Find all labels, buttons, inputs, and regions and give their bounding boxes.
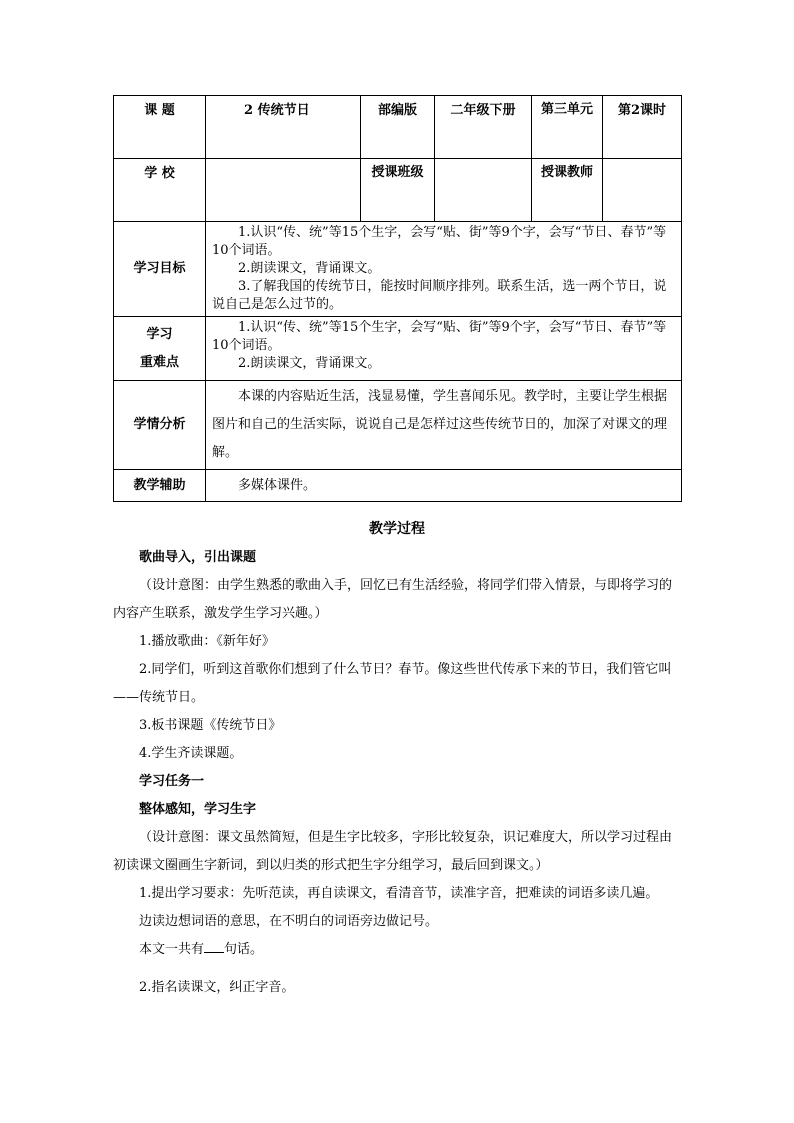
- teacher-value: [603, 159, 682, 222]
- task1-heading: 学习任务一: [139, 774, 205, 789]
- focus-label-line2: 重难点: [139, 354, 179, 370]
- process-title: 教学过程: [369, 521, 425, 537]
- grade: 二年级下册: [435, 96, 532, 159]
- goals-cell: [206, 222, 682, 317]
- focus-item: 2.朗读课文，背诵课文。: [238, 356, 381, 371]
- unit: 第三单元: [532, 96, 603, 159]
- class-value: [435, 159, 532, 222]
- lesson: 第2课时: [603, 96, 682, 159]
- task1-note-2: [113, 936, 681, 964]
- lesson-info-table: [113, 95, 682, 502]
- task1-step-1: 1.提出学习要求：先听范读，再自读课文，看清音节，读准字音，把难读的词语多读几遍。: [139, 886, 659, 901]
- class-label: 授课班级: [361, 159, 435, 222]
- intro-design: （设计意图：由学生熟悉的歌曲入手，回忆已有生活经验，将同学们带入情景，与即将学习的内容产生联系，激发学生学习兴趣。）: [113, 578, 673, 621]
- intro-heading: 歌曲导入，引出课题: [139, 550, 257, 565]
- goal-item: 1.认识“传、统”等15个生字，会写“贴、街”等9个字，会写“节日、春节”等10个词语。: [212, 225, 667, 258]
- school-value: [206, 159, 361, 222]
- intro-step-3: 3.板书课题《传统节日》: [139, 718, 282, 733]
- task1-step-2: 2.指名读课文，纠正字音。: [139, 980, 295, 995]
- task1-note-2-suffix: 句话。: [224, 942, 264, 957]
- focus-cell: [206, 317, 682, 381]
- row-topic: [114, 96, 682, 159]
- row-aids: [114, 470, 682, 502]
- topic-label: 课 题: [114, 96, 206, 159]
- goal-item: 3.了解我国的传统节日，能按时间顺序排列。联系生活，选一两个节日，说说自己是怎么过节的。: [212, 279, 667, 312]
- intro-step-2: 2.同学们，听到这首歌你们想到了什么节日？春节。像这些世代传承下来的节日，我们管它叫——传统节日。: [113, 662, 672, 705]
- teaching-process: [113, 518, 681, 1002]
- focus-item: 1.认识“传、统”等15个生字，会写“贴、街”等9个字，会写“节日、春节”等10个词语。: [212, 320, 667, 353]
- task1-subheading: 整体感知，学习生字: [139, 802, 257, 817]
- row-analysis: [114, 381, 682, 470]
- fill-in-blank: [204, 940, 224, 953]
- row-goals: [114, 222, 682, 317]
- analysis-label: 学情分析: [114, 381, 206, 470]
- task1-design: （设计意图：课文虽然简短，但是生字比较多，字形比较复杂，识记难度大，所以学习过程由初读课文圈画生字新词，到以归类的形式把生字分组学习，最后回到课文。）: [113, 830, 673, 873]
- task1-note-2-prefix: 本文一共有: [139, 942, 205, 957]
- intro-step-1: 1.播放歌曲：《新年好》: [139, 634, 275, 649]
- focus-label: [114, 317, 206, 381]
- goal-item: 2.朗读课文，背诵课文。: [238, 261, 381, 276]
- intro-step-4: 4.学生齐读课题。: [139, 746, 243, 761]
- row-school: [114, 159, 682, 222]
- teacher-label: 授课教师: [532, 159, 603, 222]
- edition: 部编版: [361, 96, 435, 159]
- focus-label-line1: 学习: [146, 326, 173, 342]
- analysis-text: 本课的内容贴近生活，浅显易懂，学生喜闻乐见。教学时，主要让学生根据图片和自己的生活实际，说说自己是怎样过这些传统节日的，加深了对课文的理解。: [212, 389, 668, 460]
- goals-label: 学习目标: [114, 222, 206, 317]
- task1-note-1: 边读边想词语的意思，在不明白的词语旁边做记号。: [139, 914, 439, 929]
- analysis-cell: [206, 381, 682, 470]
- aids-text: 多媒体课件。: [238, 477, 317, 493]
- topic-value: 2 传统节日: [206, 96, 361, 159]
- row-focus: [114, 317, 682, 381]
- aids-label: 教学辅助: [114, 470, 206, 502]
- school-label: 学 校: [114, 159, 206, 222]
- aids-cell: [206, 470, 682, 502]
